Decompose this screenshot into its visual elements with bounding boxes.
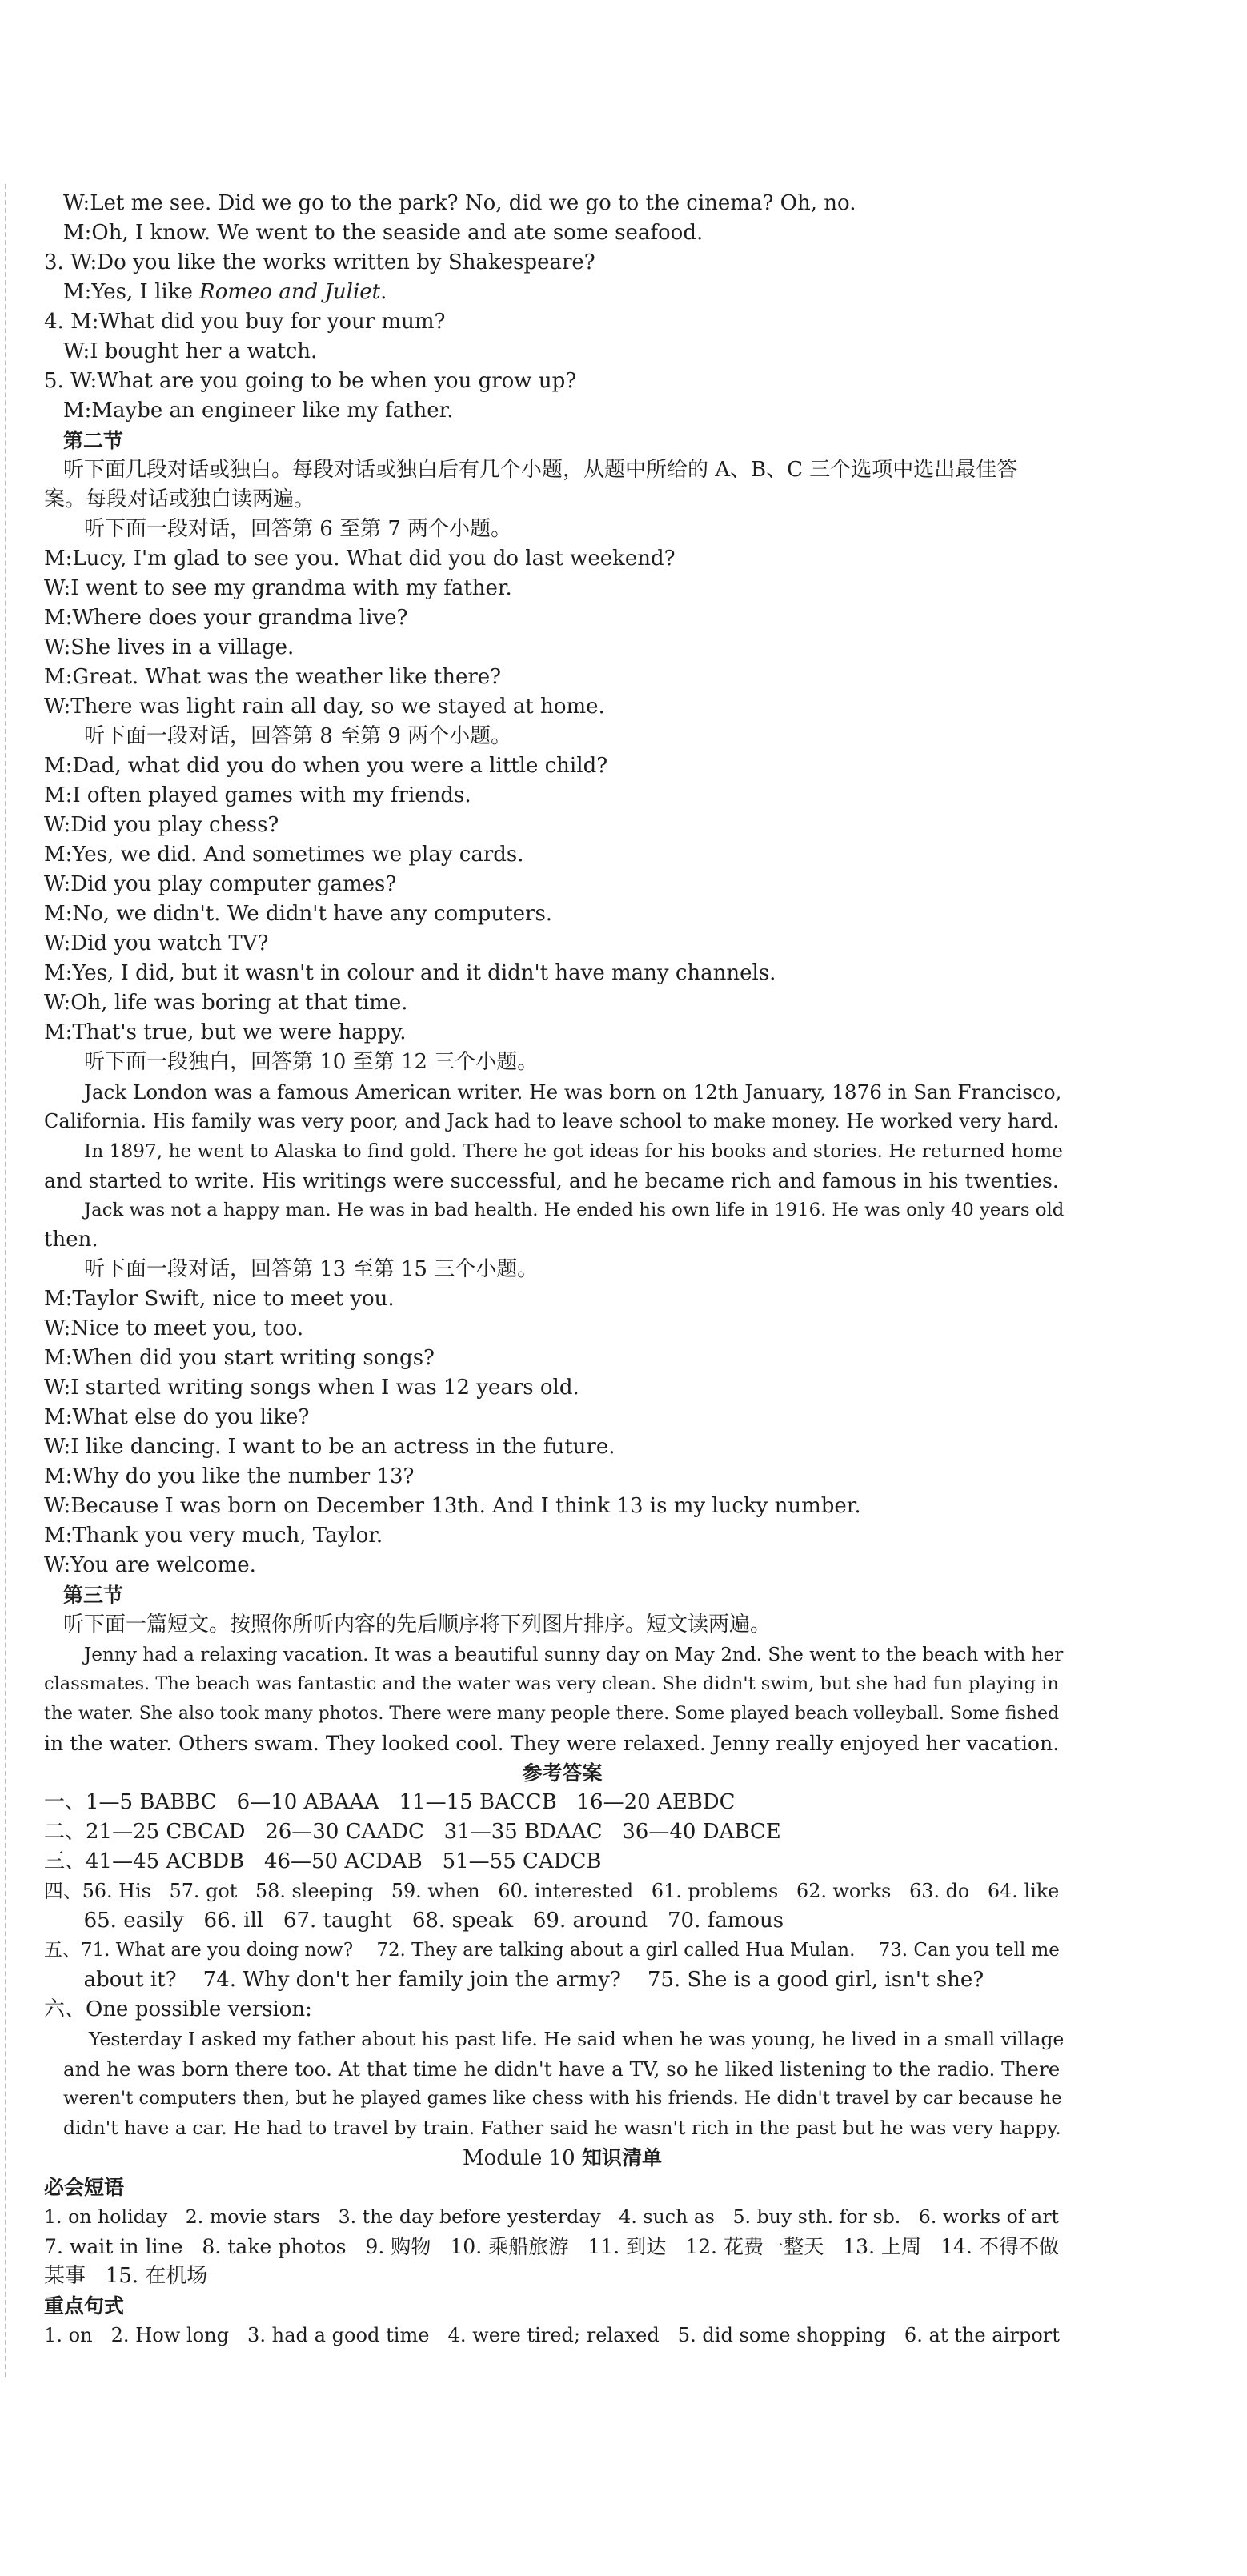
monologue-paragraphs	[44, 1077, 1081, 1255]
dialogue-line: M:Yes, we did. And sometimes we play cards.	[44, 843, 524, 867]
section-heading: 第三节	[63, 1584, 124, 1607]
dialogue-line: W:Because I was born on December 13th. And I think 13 is my lucky number.	[44, 1494, 861, 1518]
dialogue-block	[44, 1284, 1081, 1580]
dialogue-line: M:Dad, what did you do when you were a little child?	[44, 754, 608, 778]
phrase-list	[44, 2202, 1081, 2291]
answer-line: 二、21—25 CBCAD 26—30 CAADC 31—35 BDAAC 36—40 DABCE	[44, 1820, 781, 1844]
page-content	[44, 189, 1081, 2350]
module-number: Module 10	[463, 2146, 575, 2170]
module-subtitle: 知识清单	[581, 2146, 662, 2169]
answer-line: 六、One possible version:	[44, 1997, 312, 2021]
dialogue-line: W:Let me see. Did we go to the park? No, did we go to the cinema? Oh, no.	[63, 191, 856, 215]
dialogue-block	[44, 751, 1081, 1048]
instruction-text: 听下面几段对话或独白。每段对话或独白后有几个小题，从题中所给的 A、B、C 三个选项中选出最佳答	[63, 458, 1018, 482]
answer-line: 三、41—45 ACBDB 46—50 ACDAB 51—55 CADCB	[44, 1849, 602, 1873]
question-line: 5. W:What are you going to be when you grow up?	[44, 369, 577, 393]
dialogue-intro: 听下面一段对话，回答第 8 至第 9 两个小题。	[84, 724, 512, 748]
instruction-text: 案。每段对话或独白读两遍。	[44, 487, 315, 511]
dialogue-line: W:Nice to meet you, too.	[44, 1316, 304, 1340]
section-heading: 第二节	[63, 429, 124, 452]
binding-margin-line	[5, 184, 6, 2377]
answer-line: 一、1—5 BABBC 6—10 ABAAA 11—15 BACCB 16—20 AEBDC	[44, 1790, 736, 1814]
dialogue-intro: 听下面一段对话，回答第 13 至第 15 三个小题。	[84, 1257, 539, 1281]
dialogue-line: M:No, we didn't. We didn't have any computers.	[44, 902, 553, 926]
dialogue-line: M:Thank you very much, Taylor.	[44, 1524, 383, 1548]
dialogue-line: M:Where does your grandma live?	[44, 606, 408, 630]
paragraph-line: classmates. The beach was fantastic and the water was very clean. She didn't swim, but she had fun playing in	[44, 1673, 1059, 1694]
section1-dialogue-lines	[44, 189, 1081, 426]
dialogue-line: M:That's true, but we were happy.	[44, 1020, 407, 1044]
sentences-heading: 重点句式	[44, 2294, 125, 2318]
phrase-line: 某事 15. 在机场	[44, 2264, 208, 2288]
dialogue-line: M:Yes, I did, but it wasn't in colour and it didn't have many channels.	[44, 961, 776, 985]
answer-line: 65. easily 66. ill 67. taught 68. speak 69. around 70. famous	[44, 1909, 784, 1933]
passage	[44, 1640, 1081, 1758]
answer-line: about it? 74. Why don't her family join the army? 75. She is a good girl, isn't she?	[44, 1968, 984, 1992]
dialogue-text: M:Yes, I like	[63, 280, 200, 304]
instruction-text: 听下面一篇短文。按照你所听内容的先后顺序将下列图片排序。短文读两遍。	[63, 1613, 772, 1637]
paragraph-line: then.	[44, 1228, 98, 1252]
dialogue-line: M:Taylor Swift, nice to meet you.	[44, 1287, 395, 1311]
book-title: Romeo and Juliet	[199, 280, 381, 304]
sentence-answers: 1. on 2. How long 3. had a good time 4. were tired; relaxed 5. did some shopping 6. at the airport	[44, 2324, 1060, 2346]
paragraph-line: and started to write. His writings were successful, and he became rich and famous in his twenties.	[44, 1169, 1059, 1192]
dialogue-line: W:She lives in a village.	[44, 635, 295, 659]
dialogue-line: M:What else do you like?	[44, 1405, 310, 1429]
sample-essay	[44, 2025, 1081, 2143]
module-title	[44, 2143, 1081, 2173]
paragraph-line: Jack London was a famous American writer. He was born on 12th January, 1876 in San Francisco,	[84, 1080, 1062, 1104]
dialogue-line: W:I started writing songs when I was 12 years old.	[44, 1376, 579, 1400]
dialogue-intro: 听下面一段对话，回答第 6 至第 7 两个小题。	[84, 517, 512, 541]
dialogue-line: W:You are welcome.	[44, 1553, 256, 1577]
dialogue-line: W:I bought her a watch.	[63, 339, 318, 363]
dialogue-line: W:I like dancing. I want to be an actress in the future.	[44, 1435, 615, 1459]
dialogue-line: W:Oh, life was boring at that time.	[44, 991, 408, 1015]
essay-line: Yesterday I asked my father about his past life. He said when he was young, he lived in a small village	[89, 2028, 1065, 2050]
dialogue-line: M:I often played games with my friends.	[44, 783, 471, 807]
paragraph-line: in the water. Others swam. They looked cool. They were relaxed. Jenny really enjoyed her vacation.	[44, 1732, 1060, 1755]
answer-line: 四、56. His 57. got 58. sleeping 59. when 60. interested 61. problems 62. works 63. do 64. like	[44, 1880, 1060, 1902]
dialogue-line	[44, 278, 1081, 307]
dialogue-line: M:Lucy, I'm glad to see you. What did you do last weekend?	[44, 547, 676, 571]
answer-list	[44, 1788, 1081, 2025]
dialogue-line: M:Great. What was the weather like there?	[44, 665, 502, 689]
dialogue-line: M:Why do you like the number 13?	[44, 1464, 415, 1488]
dialogue-line: M:When did you start writing songs?	[44, 1346, 435, 1370]
phrase-line: 1. on holiday 2. movie stars 3. the day before yesterday 4. such as 5. buy sth. for sb. 6. works of art	[44, 2205, 1059, 2228]
dialogue-line: W:Did you play chess?	[44, 813, 279, 837]
answers-heading: 参考答案	[522, 1761, 603, 1785]
paragraph-line: Jack was not a happy man. He was in bad health. He ended his own life in 1916. He was only 40 years old	[84, 1200, 1065, 1220]
question-line: 4. M:What did you buy for your mum?	[44, 310, 446, 334]
paragraph-line: Jenny had a relaxing vacation. It was a beautiful sunny day on May 2nd. She went to the beach with her	[84, 1644, 1064, 1665]
dialogue-text: .	[380, 280, 387, 304]
paragraph-line: In 1897, he went to Alaska to find gold. There he got ideas for his books and stories. He returned home	[84, 1140, 1063, 1162]
dialogue-block	[44, 544, 1081, 722]
dialogue-line: W:There was light rain all day, so we stayed at home.	[44, 695, 605, 719]
dialogue-line: W:Did you play computer games?	[44, 872, 397, 896]
dialogue-line: M:Maybe an engineer like my father.	[63, 399, 454, 423]
question-line: 3. W:Do you like the works written by Shakespeare?	[44, 250, 595, 274]
phrases-heading: 必会短语	[44, 2176, 125, 2199]
paragraph-line: the water. She also took many photos. There were many people there. Some played beach volleyball. Some fished	[44, 1704, 1060, 1724]
essay-line: and he was born there too. At that time he didn't have a TV, so he liked listening to the radio. There	[63, 2057, 1061, 2081]
paragraph-line: California. His family was very poor, and Jack had to leave school to make money. He worked very hard.	[44, 1110, 1060, 1132]
dialogue-line: W:Did you watch TV?	[44, 931, 269, 955]
dialogue-line: M:Oh, I know. We went to the seaside and ate some seafood.	[63, 221, 704, 245]
essay-line: didn't have a car. He had to travel by train. Father said he wasn't rich in the past but he was very happy.	[63, 2117, 1061, 2139]
monologue-intro: 听下面一段独白，回答第 10 至第 12 三个小题。	[84, 1050, 539, 1074]
essay-line: weren't computers then, but he played games like chess with his friends. He didn't travel by car because he	[63, 2088, 1062, 2109]
phrase-line: 7. wait in line 8. take photos 9. 购物 10. 乘船旅游 11. 到达 12. 花费一整天 13. 上周 14. 不得不做	[44, 2235, 1060, 2258]
answer-line: 五、71. What are you doing now? 72. They are talking about a girl called Hua Mulan. 73. Can you tell me	[44, 1940, 1060, 1961]
dialogue-line: W:I went to see my grandma with my father.	[44, 576, 512, 600]
